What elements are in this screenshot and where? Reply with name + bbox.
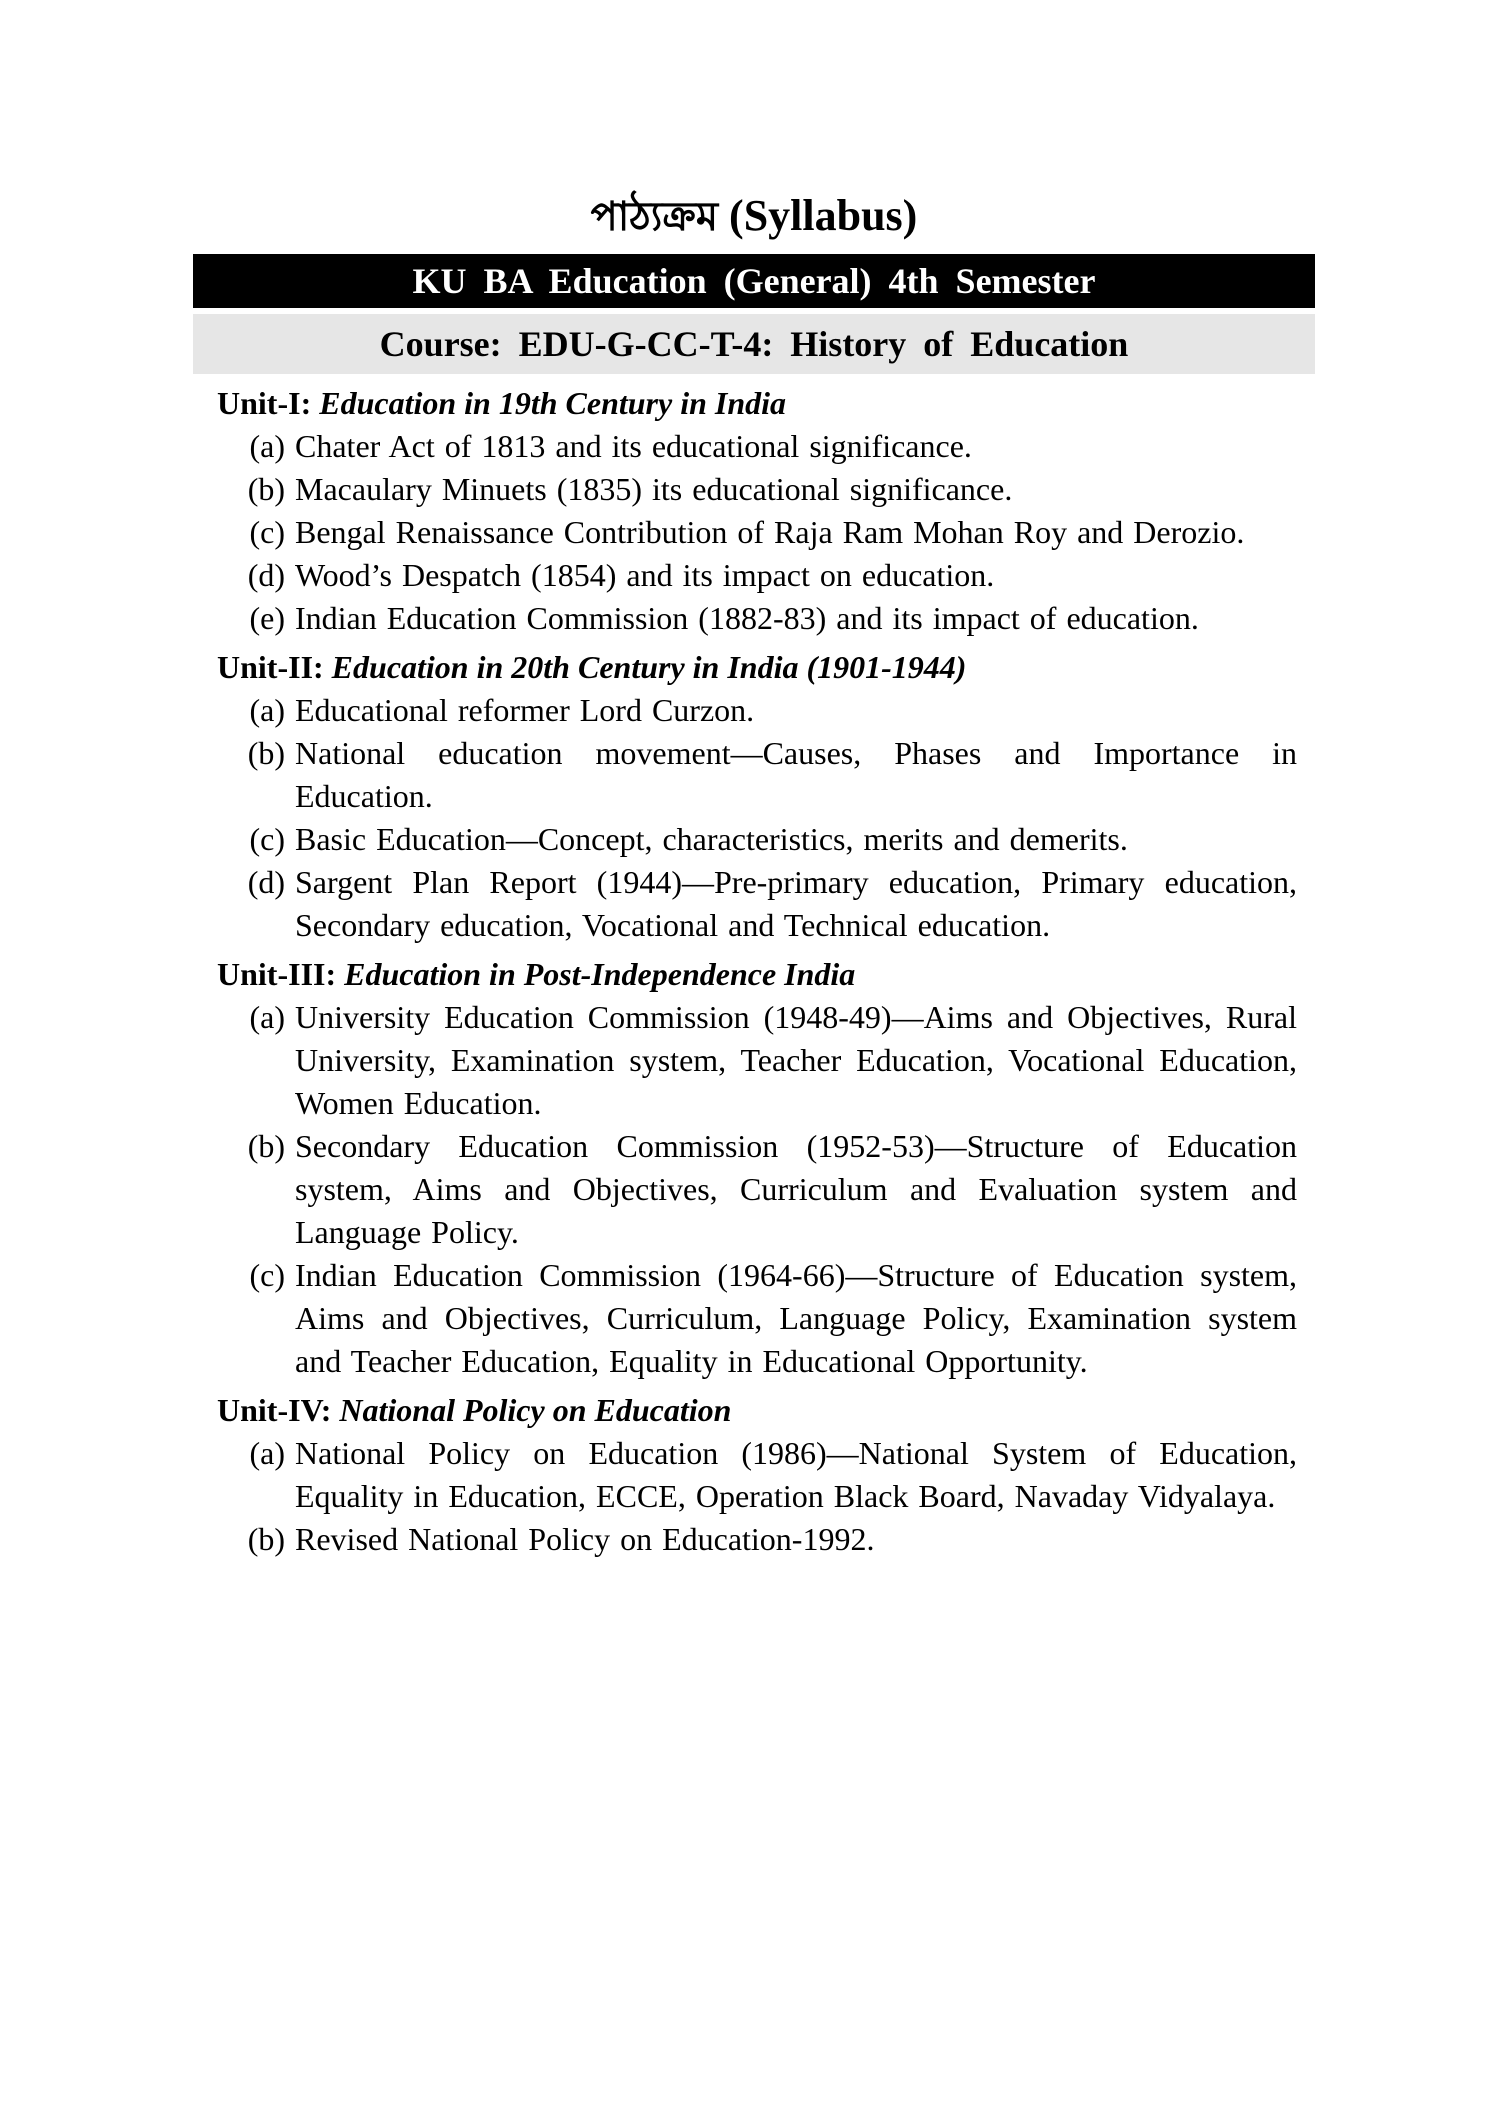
unit-label: Unit-III:: [217, 956, 337, 992]
unit-heading: [217, 953, 1297, 996]
item-text: Revised National Policy on Education-1992.: [295, 1521, 875, 1557]
title-bengali: পাঠ্যক্রম: [590, 194, 719, 240]
list-item: [217, 1254, 1297, 1383]
unit-2: [217, 646, 1297, 947]
list-item: [217, 597, 1297, 640]
item-text: Sargent Plan Report (1944)—Pre-primary education, Primary education, Secondary education, Vocational and Technical education.: [295, 864, 1297, 943]
unit-4: [217, 1389, 1297, 1561]
item-marker: (a): [249, 692, 285, 728]
item-marker: (a): [249, 1435, 285, 1471]
item-marker: (c): [249, 514, 285, 550]
unit-1: [217, 382, 1297, 640]
list-item: [217, 1125, 1297, 1254]
item-text: Chater Act of 1813 and its educational significance.: [295, 428, 972, 464]
syllabus-page: [193, 190, 1315, 1561]
unit-title: Education in 19th Century in India: [319, 385, 787, 421]
unit-items: [217, 689, 1297, 947]
item-text: Secondary Education Commission (1952-53)—Structure of Education system, Aims and Objectives, Curriculum and Evaluation system and Language Policy.: [295, 1128, 1297, 1250]
unit-heading: [217, 382, 1297, 425]
item-text: University Education Commission (1948-49)—Aims and Objectives, Rural University, Examination system, Teacher Education, Vocational Education, Women Education.: [295, 999, 1297, 1121]
title-english: (Syllabus): [729, 191, 918, 240]
unit-items: [217, 1432, 1297, 1561]
item-text: National education movement—Causes, Phases and Importance in Education.: [295, 735, 1297, 814]
item-text: National Policy on Education (1986)—National System of Education, Equality in Education, ECCE, Operation Black Board, Navaday Vidyalaya.: [295, 1435, 1297, 1514]
item-text: Bengal Renaissance Contribution of Raja Ram Mohan Roy and Derozio.: [295, 514, 1245, 550]
item-text: Wood’s Despatch (1854) and its impact on education.: [295, 557, 995, 593]
list-item: [217, 732, 1297, 818]
unit-label: Unit-IV:: [217, 1392, 332, 1428]
semester-banner: KU BA Education (General) 4th Semester: [193, 254, 1315, 308]
list-item: [217, 689, 1297, 732]
unit-heading: [217, 1389, 1297, 1432]
list-item: [217, 511, 1297, 554]
unit-title: National Policy on Education: [339, 1392, 732, 1428]
list-item: [217, 468, 1297, 511]
item-marker: (a): [249, 428, 285, 464]
units-list: [193, 382, 1315, 1561]
list-item: [217, 554, 1297, 597]
item-marker: (b): [247, 735, 285, 771]
unit-label: Unit-I:: [217, 385, 312, 421]
item-marker: (a): [249, 999, 285, 1035]
page-title: [193, 190, 1315, 254]
item-marker: (b): [247, 1128, 285, 1164]
item-marker: (e): [249, 600, 285, 636]
unit-title: Education in 20th Century in India (1901-1944): [331, 649, 967, 685]
list-item: [217, 1432, 1297, 1518]
unit-3: [217, 953, 1297, 1383]
item-text: Indian Education Commission (1964-66)—Structure of Education system, Aims and Objectives, Curriculum, Language Policy, Examination system and Teacher Education, Equality in Educational Opportunity.: [295, 1257, 1297, 1379]
list-item: [217, 861, 1297, 947]
course-heading: Course: EDU-G-CC-T-4: History of Education: [193, 314, 1315, 374]
unit-heading: [217, 646, 1297, 689]
list-item: [217, 1518, 1297, 1561]
unit-label: Unit-II:: [217, 649, 324, 685]
unit-items: [217, 996, 1297, 1383]
item-marker: (c): [249, 821, 285, 857]
item-text: Macaulary Minuets (1835) its educational significance.: [295, 471, 1013, 507]
item-text: Basic Education—Concept, characteristics, merits and demerits.: [295, 821, 1128, 857]
item-text: Educational reformer Lord Curzon.: [295, 692, 755, 728]
item-text: Indian Education Commission (1882-83) and its impact of education.: [295, 600, 1199, 636]
item-marker: (c): [249, 1257, 285, 1293]
item-marker: (b): [247, 471, 285, 507]
item-marker: (b): [247, 1521, 285, 1557]
list-item: [217, 425, 1297, 468]
unit-title: Education in Post-Independence India: [344, 956, 856, 992]
item-marker: (d): [247, 864, 285, 900]
item-marker: (d): [247, 557, 285, 593]
unit-items: [217, 425, 1297, 640]
list-item: [217, 996, 1297, 1125]
list-item: [217, 818, 1297, 861]
